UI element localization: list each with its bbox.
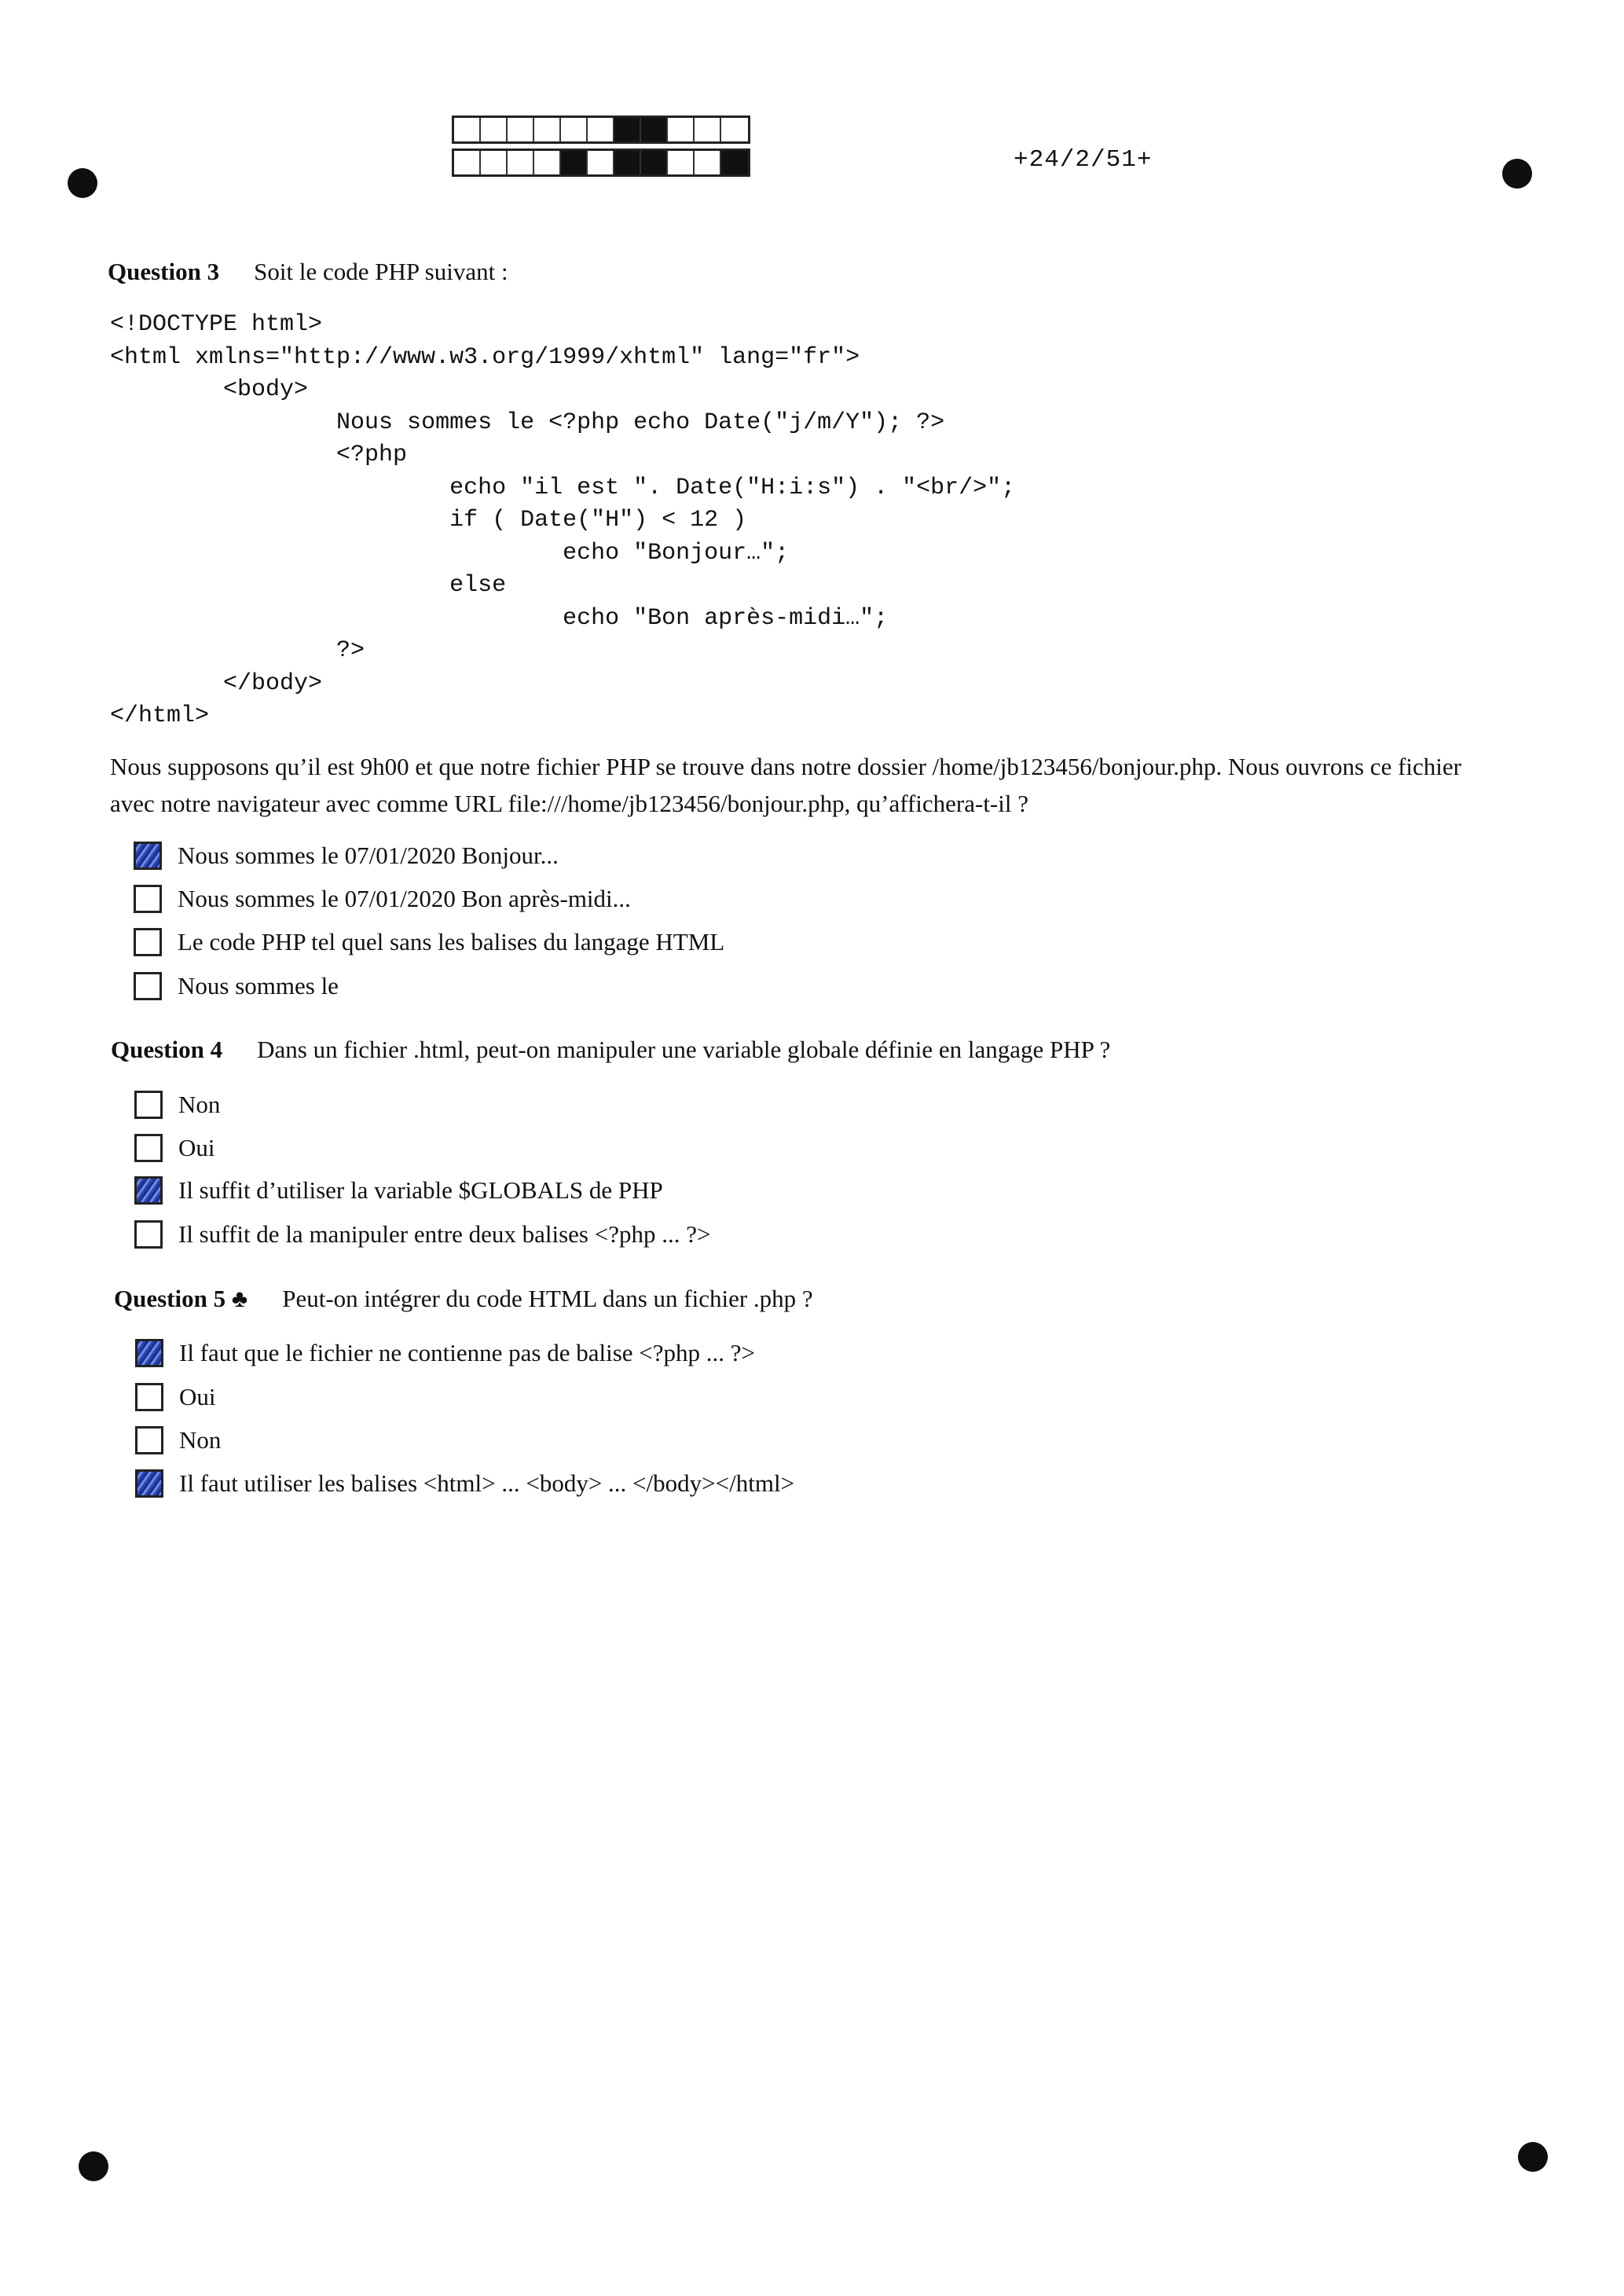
q3-answer-2-checkbox[interactable] [134,885,162,913]
q5-answer-4[interactable] [135,1469,794,1498]
club-icon: ♣ [231,1285,248,1312]
q4-answer-4-label: Il suffit de la manipuler entre deux balises <?php ... ?> [178,1220,711,1248]
id-grid-cell [481,118,508,141]
question-5-header [114,1285,813,1313]
php-code-block: <!DOCTYPE html> <html xmlns="http://www.w3.org/1999/xhtml" lang="fr"> <body> Nous sommes le <?php echo Date("j/m/Y"); ?> <?php echo "il est ". Date("H:i:s") . "<br/>"; if ( Date("H") < 12 ) echo "Bonjour…"; else echo "Bon après-midi…"; ?> </body> </html> [110,311,1016,729]
q5-answer-2-label: Oui [179,1383,216,1410]
id-grid-cell [481,151,508,174]
id-grid-cell [641,151,668,174]
q4-answer-1[interactable] [134,1091,220,1119]
q3-answer-4-checkbox[interactable] [134,972,162,1000]
id-grid-cell [721,151,748,174]
q3-answer-1-label: Nous sommes le 07/01/2020 Bonjour... [178,842,559,869]
q5-answer-2-checkbox[interactable] [135,1383,163,1411]
id-grid-cell [721,118,748,141]
question-5-label-text: Question 5 [114,1285,226,1312]
id-grid-cell [668,118,695,141]
q5-answer-4-label: Il faut utiliser les balises <html> ... <body> ... </body></html> [179,1469,795,1497]
id-grid-cell [641,118,668,141]
q3-answer-3-checkbox[interactable] [134,928,162,956]
q4-answer-4[interactable] [134,1220,710,1249]
question-5-text: Peut-on intégrer du code HTML dans un fichier .php ? [282,1285,813,1312]
question-4-label: Question 4 [111,1036,223,1063]
id-grid-cell [508,118,534,141]
question-3-label: Question 3 [108,258,220,285]
q3-answer-3[interactable] [134,928,724,956]
q4-answer-2-checkbox[interactable] [134,1134,163,1162]
question-3-text: Soit le code PHP suivant : [254,258,508,285]
id-grid-cell [534,151,561,174]
id-grid-cell [668,151,695,174]
id-grid-cell [454,151,481,174]
q3-answer-2-label: Nous sommes le 07/01/2020 Bon après-midi... [178,885,631,912]
question-5-label [114,1285,247,1312]
question-4-header [111,1036,1110,1064]
q4-answer-3-label: Il suffit d’utiliser la variable $GLOBALS de PHP [178,1176,663,1204]
q4-answer-4-checkbox[interactable] [134,1220,163,1249]
id-grid-cell [454,118,481,141]
corner-mark-bottom-left [79,2151,108,2181]
q5-answer-4-checkbox[interactable] [135,1469,163,1498]
q3-answer-4[interactable] [134,972,339,1000]
q4-answer-3[interactable] [134,1176,663,1205]
id-grid-cell [534,118,561,141]
q3-answer-1[interactable] [134,842,559,870]
q4-answer-1-label: Non [178,1091,221,1118]
q5-answer-3[interactable] [135,1426,221,1454]
q4-answer-1-checkbox[interactable] [134,1091,163,1119]
question-4-text: Dans un fichier .html, peut-on manipuler une variable globale définie en langage PHP ? [257,1036,1111,1063]
id-grid-cell [614,118,641,141]
q4-answer-2[interactable] [134,1134,215,1162]
q3-answer-4-label: Nous sommes le [178,972,339,999]
q5-answer-1-checkbox[interactable] [135,1339,163,1367]
q5-answer-1-label: Il faut que le fichier ne contienne pas de balise <?php ... ?> [179,1339,756,1366]
question-3-paragraph: Nous supposons qu’il est 9h00 et que notre fichier PHP se trouve dans notre dossier /home/jb123456/bonjour.php. Nous ouvrons ce fichier avec notre navigateur avec comme URL file:///home/jb123456/bonjour.php, qu’affichera-t-il ? [110,753,1461,817]
corner-mark-bottom-right [1518,2142,1548,2172]
corner-mark-top-left [68,168,97,198]
id-grid-row-1 [452,116,750,144]
q4-answer-3-checkbox[interactable] [134,1176,163,1205]
id-grid-cell [508,151,534,174]
q5-answer-1[interactable] [135,1339,755,1367]
id-grid-cell [695,118,721,141]
id-grid-cell [561,118,588,141]
q5-answer-2[interactable] [135,1383,216,1411]
q4-answer-2-label: Oui [178,1134,215,1161]
q3-answer-3-label: Le code PHP tel quel sans les balises du langage HTML [178,928,725,955]
id-grid-cell [561,151,588,174]
corner-mark-top-right [1502,159,1532,189]
q5-answer-3-checkbox[interactable] [135,1426,163,1454]
id-grid-cell [614,151,641,174]
id-grid-cell [695,151,721,174]
id-grid-cell [588,118,614,141]
id-grid-row-2 [452,149,750,177]
q3-answer-2[interactable] [134,885,631,913]
question-3-header [108,258,508,286]
q5-answer-3-label: Non [179,1426,222,1454]
id-grid-cell [588,151,614,174]
page-id: +24/2/51+ [1014,146,1153,174]
q3-answer-1-checkbox[interactable] [134,842,162,870]
